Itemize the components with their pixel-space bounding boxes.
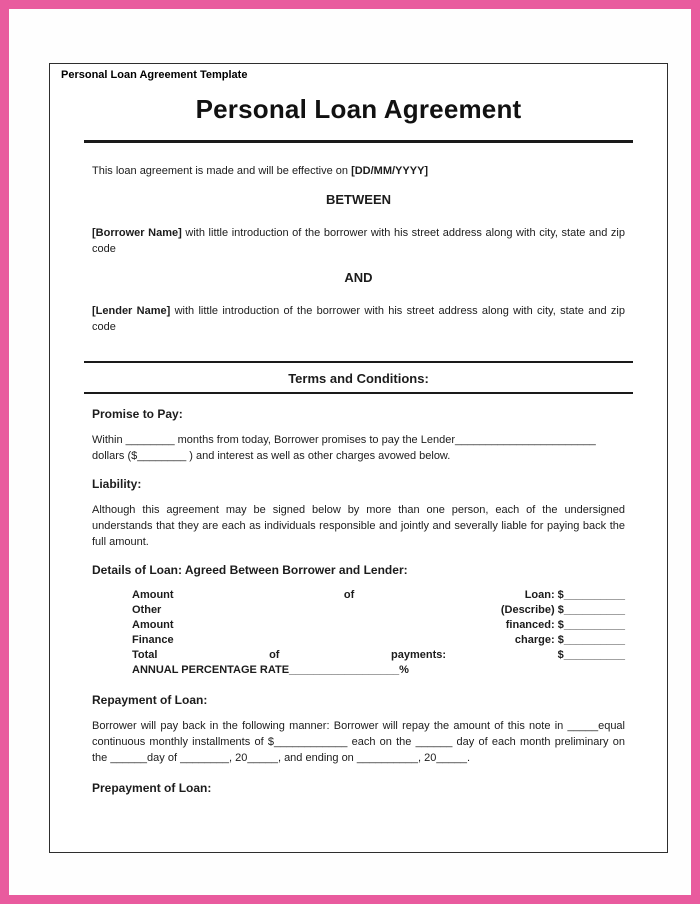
liability-heading: Liability:	[92, 477, 142, 491]
and-heading: AND	[344, 270, 373, 285]
lender-paragraph	[92, 303, 625, 335]
loan-row-other-describe	[132, 603, 625, 618]
between-heading: BETWEEN	[326, 192, 391, 207]
terms-divider-bottom	[84, 392, 633, 394]
loan-row-amount-of-loan	[132, 588, 625, 603]
loan-cell-blank: charge: $__________	[514, 634, 625, 646]
borrower-paragraph	[92, 225, 625, 257]
effective-date-placeholder: [DD/MM/YYYY]	[351, 165, 429, 177]
intro-section	[50, 163, 667, 335]
document-page	[49, 63, 668, 853]
terms-and-conditions-heading: Terms and Conditions:	[288, 371, 429, 386]
loan-row-finance-charge	[132, 633, 625, 648]
loan-cell: Amount	[132, 619, 174, 631]
borrower-name-placeholder: [Borrower Name]	[92, 227, 182, 239]
template-label: Personal Loan Agreement Template	[61, 69, 248, 81]
promise-to-pay-line1: Within ________ months from today, Borrower promises to pay the Lender_______________________	[92, 434, 596, 446]
loan-cell: of	[269, 649, 280, 661]
terms-divider-top	[84, 361, 633, 363]
effective-date-line	[92, 163, 625, 179]
loan-cell-blank: ANNUAL PERCENTAGE RATE__________________%	[132, 664, 409, 676]
loan-cell: Total	[132, 649, 158, 661]
loan-cell-blank: $__________	[557, 649, 625, 661]
repayment-paragraph: Borrower will pay back in the following manner: Borrower will repay the amount of this note in _____equal continuous monthly installments of $____________ each on the ______ day of each month preliminary on the ______day of ________, 20_____, and ending on __________, 20_____.	[92, 720, 625, 764]
loan-row-amount-financed	[132, 618, 625, 633]
loan-cell: Other	[132, 604, 162, 616]
loan-cell: Amount	[132, 589, 174, 601]
terms-section	[50, 406, 667, 796]
title-divider	[84, 140, 633, 143]
loan-row-total-payments	[132, 648, 625, 663]
promise-to-pay-line2: dollars ($________ ) and interest as well as other charges avowed below.	[92, 450, 451, 462]
document-title: Personal Loan Agreement	[195, 94, 522, 124]
repayment-heading: Repayment of Loan:	[92, 693, 208, 707]
loan-cell: Finance	[132, 634, 174, 646]
liability-paragraph: Although this agreement may be signed below by more than one person, each of the undersigned understands that they are each as individuals responsible and jointly and severally liable for paying back the full amount.	[92, 504, 625, 548]
loan-cell-blank: Loan: $__________	[524, 589, 625, 601]
loan-cell-blank: financed: $__________	[505, 619, 625, 631]
lender-description: with little introduction of the borrower with his street address along with city, state and zip code	[92, 305, 625, 333]
effective-date-text: This loan agreement is made and will be effective on	[92, 165, 352, 177]
prepayment-heading: Prepayment of Loan:	[92, 781, 212, 795]
loan-row-annual-percentage-rate	[132, 663, 625, 678]
loan-cell-blank: (Describe) $__________	[500, 604, 625, 616]
borrower-description: with little introduction of the borrower with his street address along with city, state and zip code	[92, 227, 625, 255]
loan-details-heading: Details of Loan: Agreed Between Borrower and Lender:	[92, 563, 408, 577]
promise-to-pay-heading: Promise to Pay:	[92, 407, 183, 421]
loan-details-table	[132, 588, 625, 678]
loan-cell: payments:	[391, 649, 447, 661]
loan-cell: of	[343, 589, 355, 601]
lender-name-placeholder: [Lender Name]	[92, 305, 171, 317]
